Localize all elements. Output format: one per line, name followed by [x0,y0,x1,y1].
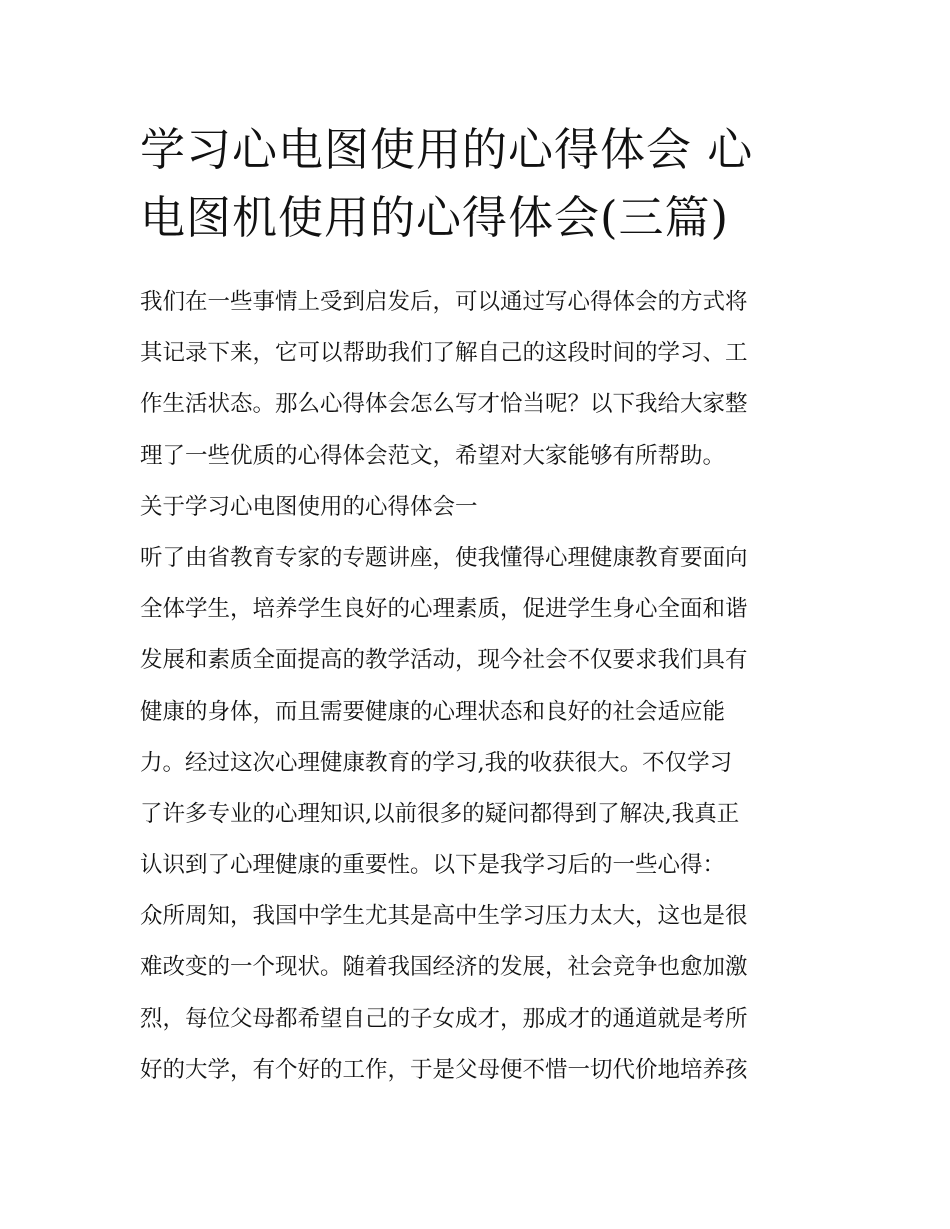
body-line: 其记录下来，它可以帮助我们了解自己的这段时间的学习、工 [140,340,748,367]
body-line: 我们在一些事情上受到启发后，可以通过写心得体会的方式将 [140,289,748,315]
title-line: 电图机使用的心得体会(三篇) [140,191,730,244]
body-line: 难改变的一个现状。随着我国经济的发展，社会竞争也愈加激 [140,954,748,981]
body-line: 健康的身体，而且需要健康的心理状态和良好的社会适应能 [140,698,726,725]
body-line: 力。经过这次心理健康教育的学习,我的收获很大。不仅学习 [140,749,733,776]
body-line: 作生活状态。那么心得体会怎么写才恰当呢？以下我给大家整 [140,391,748,418]
section-heading: 关于学习心电图使用的心得体会一 [140,493,478,520]
body-line: 听了由省教育专家的专题讲座，使我懂得心理健康教育要面向 [140,544,748,571]
title-line: 学习心电图使用的心得体会 心 [140,123,754,176]
body-line: 理了一些优质的心得体会范文，希望对大家能够有所帮助。 [140,442,726,469]
body-line: 认识到了心理健康的重要性。以下是我学习后的一些心得： [140,852,726,879]
body-line: 好的大学，有个好的工作，于是父母便不惜一切代价地培养孩 [140,1056,748,1083]
body-line: 烈，每位父母都希望自己的子女成才，那成才的通道就是考所 [140,1005,748,1032]
body-line: 发展和素质全面提高的教学活动，现今社会不仅要求我们具有 [140,647,748,674]
body-line: 了许多专业的心理知识,以前很多的疑问都得到了解决,我真正 [140,800,740,827]
body-line: 众所周知，我国中学生尤其是高中生学习压力太大，这也是很 [140,903,748,930]
document-body [140,277,820,1096]
document-title [140,116,820,252]
body-line: 全体学生，培养学生良好的心理素质，促进学生身心全面和谐 [140,596,748,623]
